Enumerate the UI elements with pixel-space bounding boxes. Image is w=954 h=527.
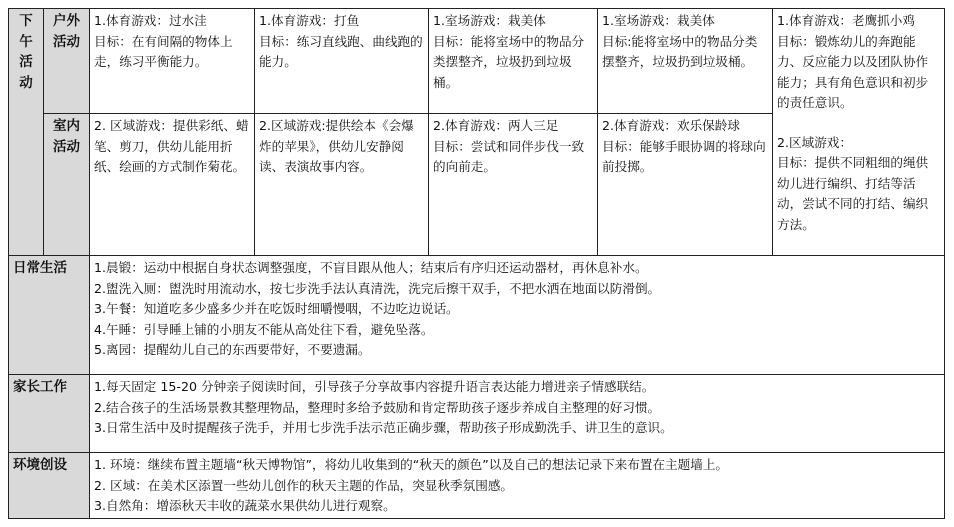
indoor-cell — [90, 114, 255, 256]
daily-life-label: 日常生活 — [9, 256, 90, 375]
activity-goal: 目标：提供不同粗细的绳供幼儿进行编织、打结等活动，尝试不同的打结、编织方法。 — [777, 155, 929, 232]
parent-work-list — [90, 375, 945, 453]
outdoor-goal: 目标：练习直线跑、曲线跑的能力。 — [259, 33, 423, 69]
list-item: 3.午餐：知道吃多少盛多少并在吃饭时细嚼慢咽，不边吃边说话。 — [94, 301, 459, 316]
outdoor-goal: 目标:能将室场中的物品分类摆整齐，垃圾扔到垃圾桶。 — [602, 33, 758, 69]
list-item: 3.自然角：增添秋天丰收的蔬菜水果供幼儿进行观察。 — [94, 498, 396, 513]
spacer — [777, 114, 940, 133]
activity-title: 2.区域游戏： — [777, 134, 852, 150]
indoor-cell — [429, 114, 598, 256]
afternoon-label-char: 下 — [19, 13, 33, 29]
afternoon-label-char: 动 — [19, 74, 33, 91]
indoor-cell — [255, 114, 429, 256]
list-item: 2.结合孩子的生活场景教其整理物品，整理时多给予鼓励和肯定帮助孩子逐步养成自主整理的好习惯。 — [94, 399, 661, 415]
outdoor-title: 1.室场游戏：栽美体 — [602, 13, 715, 28]
list-item: 3.日常生活中及时提醒孩子洗手，并用七步洗手法示范正确步骤，帮助孩子形成勤洗手、讲卫生的意识。 — [94, 420, 673, 435]
outdoor-title: 1.室场游戏：栽美体 — [433, 13, 546, 28]
outdoor-cell — [598, 9, 773, 114]
afternoon-full-cell — [773, 9, 945, 256]
environment-label: 环境创设 — [9, 453, 90, 519]
indoor-title: 2.体育游戏：两人三足 — [433, 118, 559, 133]
plan-table — [8, 8, 945, 519]
weekly-plan — [8, 8, 945, 519]
outdoor-row — [9, 9, 945, 114]
outdoor-cell — [90, 9, 255, 114]
indoor-label: 室内活动 — [44, 114, 90, 256]
indoor-title: 2.体育游戏：欢乐保龄球 — [602, 118, 740, 133]
afternoon-label-char: 午 — [19, 33, 33, 50]
parent-work-row — [9, 375, 945, 453]
afternoon-label-char: 活 — [19, 54, 33, 70]
list-item: 5.离园：提醒幼儿自己的东西要带好，不要遗漏。 — [94, 342, 371, 357]
outdoor-cell — [255, 9, 429, 114]
list-item: 1.晨锻：运动中根据自身状态调整强度，不盲目跟从他人；结束后有序归还运动器材，再休息补水。 — [94, 260, 648, 275]
list-item: 4.午睡：引导睡上铺的小朋友不能从高处往下看，避免坠落。 — [94, 321, 434, 337]
outdoor-label: 户外活动 — [44, 9, 90, 114]
outdoor-cell — [429, 9, 598, 114]
list-item: 1. 环境：继续布置主题墙“秋天博物馆”，将幼儿收集到的“秋天的颜色”以及自己的想法记录下来布置在主题墙上。 — [94, 457, 729, 472]
list-item: 2. 区域：在美术区添置一些幼儿创作的秋天主题的作品，突显秋季氛围感。 — [94, 477, 514, 493]
daily-life-list — [90, 256, 945, 375]
indoor-cell — [598, 114, 773, 256]
indoor-goal: 目标：能够手眼协调的将球向前投掷。 — [602, 138, 766, 174]
daily-life-row — [9, 256, 945, 375]
parent-work-label: 家长工作 — [9, 375, 90, 453]
indoor-activity: 2. 区域游戏：提供彩纸、蜡笔、剪刀，供幼儿能用折纸、绘画的方式制作菊花。 — [94, 118, 249, 174]
environment-list — [90, 453, 945, 519]
afternoon-label — [9, 9, 44, 256]
environment-row — [9, 453, 945, 519]
outdoor-goal: 目标：能将室场中的物品分类摆整齐，垃圾扔到垃圾桶。 — [433, 33, 585, 90]
outdoor-title: 1.体育游戏：过水洼 — [94, 13, 207, 28]
indoor-activity: 2.区域游戏:提供绘本《会爆炸的苹果》，供幼儿安静阅读、表演故事内容。 — [259, 118, 414, 174]
indoor-goal: 目标：尝试和同伴步伐一致的向前走。 — [433, 138, 585, 174]
activity-title: 1.体育游戏：老鹰抓小鸡 — [777, 13, 915, 28]
outdoor-title: 1.体育游戏：打鱼 — [259, 13, 360, 28]
outdoor-goal: 目标：在有间隔的物体上走，练习平衡能力。 — [94, 33, 233, 69]
list-item: 1.每天固定 15-20 分钟亲子阅读时间，引导孩子分享故事内容提升语言表达能力增进亲子情感联结。 — [94, 379, 655, 394]
activity-goal: 目标：锻炼幼儿的奔跑能力、反应能力以及团队协作能力；具有角色意识和初步的责任意识。 — [777, 33, 929, 110]
list-item: 2.盥洗入厕：盥洗时用流动水，按七步洗手法认真清洗，洗完后擦干双手，不把水洒在地面以防滑倒。 — [94, 280, 661, 296]
